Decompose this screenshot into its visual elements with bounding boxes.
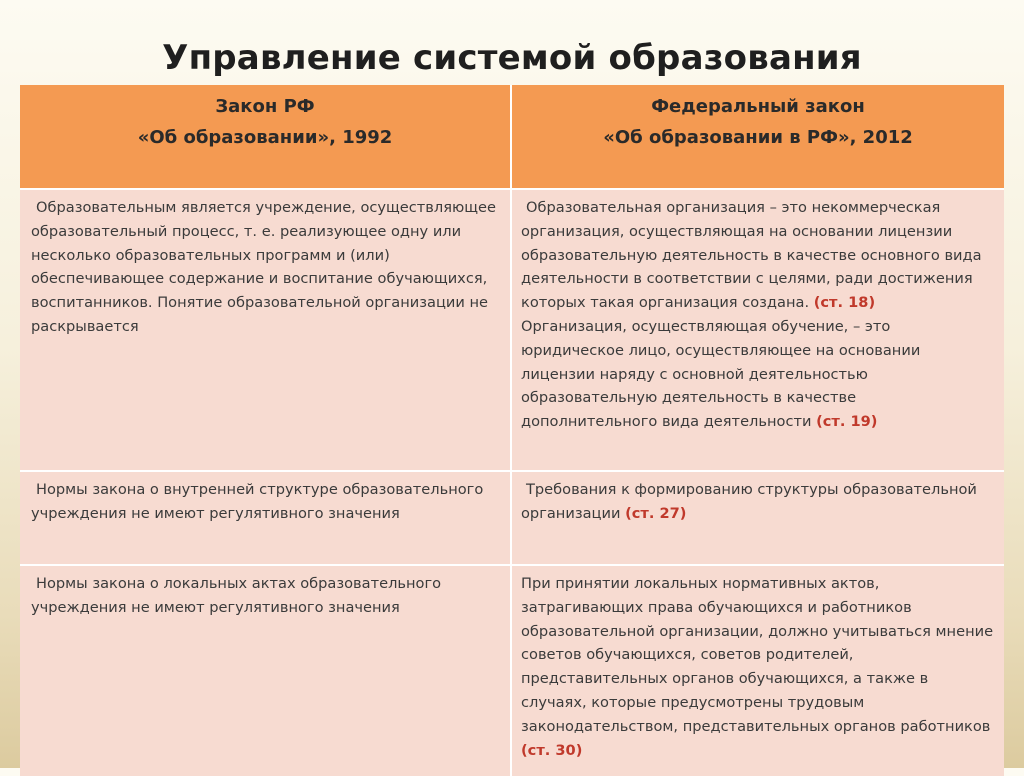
cell-text: Организация, осуществляющая обучение, – это юридическое лицо, осуществляющее на основании лицензии наряду с основной деятельностью образовательную деятельность в качестве дополнительного вида деятельности: [521, 317, 921, 431]
cell-1992-definition: [20, 189, 511, 471]
page-title: Управление системой образования: [162, 38, 862, 78]
header-law-1992-line2: «Об образовании», 1992: [137, 127, 393, 148]
cell-1992-structure: [20, 471, 511, 565]
table-row-local-acts: [20, 565, 1004, 776]
table-row-structure: [20, 471, 1004, 565]
cell-2012-local-acts: [511, 565, 1004, 776]
header-law-2012-line2: «Об образовании в РФ», 2012: [603, 127, 913, 148]
article-reference: (ст. 19): [816, 413, 878, 431]
article-reference: (ст. 30): [521, 741, 583, 759]
cell-text: Образовательная организация – это некоммерческая организация, осуществляющая на основании лицензии образовательную деятельность в качестве основного вида деятельности в соответствии с целями, ради достижения которых такая организация создана.: [521, 199, 982, 312]
cell-text: Образовательным является учреждение, осуществляющее образовательный процесс, т. е. реализующее одну или несколько образовательных программ и (или) обеспечивающее содержание и воспитание обучающихся, воспитанников. Понятие образовательной организации не раскрывается: [31, 199, 496, 335]
header-row: [20, 85, 1004, 189]
cell-2012-definition: [511, 189, 1004, 471]
header-law-2012: [511, 85, 1004, 189]
cell-2012-structure: [511, 471, 1004, 565]
header-law-2012-line1: Федеральный закон: [651, 96, 865, 117]
cell-text: При принятии локальных нормативных актов, затрагивающих права обучающихся и работников образовательной организации, должно учитываться мнение советов обучающихся, советов родителей, представительных органов обучающихся, а также в случаях, которые предусмотрены трудовым законодательством, представительных органов работников: [521, 575, 994, 735]
header-law-1992-line1: Закон РФ: [215, 96, 315, 117]
cell-1992-local-acts: [20, 565, 511, 776]
table-row-definition: [20, 189, 1004, 471]
article-reference: (ст. 18): [813, 294, 876, 312]
definition-paragraph-1: [521, 196, 996, 315]
cell-text: Требования к формированию структуры образовательной организации: [521, 481, 977, 522]
cell-text: Нормы закона о внутренней структуре образовательного учреждения не имеют регулятивного значения: [31, 481, 484, 522]
header-law-1992: [20, 85, 511, 189]
article-reference: (ст. 27): [625, 504, 687, 522]
definition-paragraph-2: [521, 315, 996, 434]
cell-text: Нормы закона о локальных актах образовательного учреждения не имеют регулятивного значения: [31, 575, 442, 616]
comparison-table: [20, 85, 1004, 776]
